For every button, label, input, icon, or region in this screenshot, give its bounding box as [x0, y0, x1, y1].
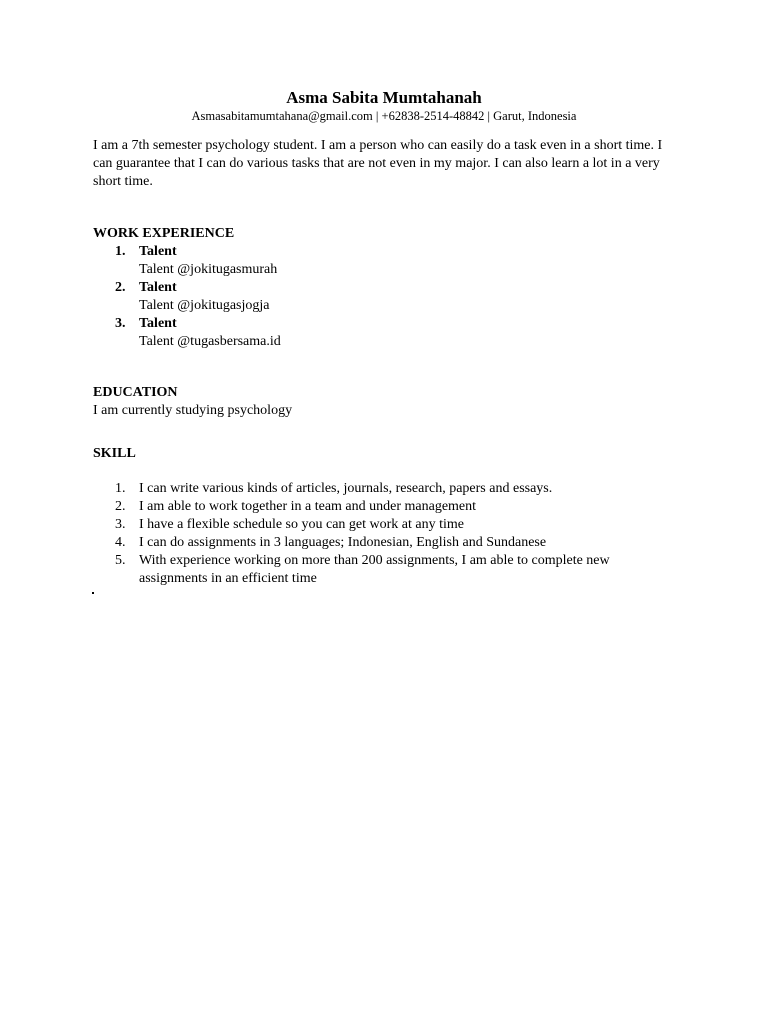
work-item-number: 1. [115, 244, 126, 259]
skill-item-number: 2. [115, 499, 126, 514]
skill-item-number: 5. [115, 553, 126, 568]
skill-item [93, 498, 653, 516]
skill-item [93, 552, 653, 588]
skill-item-text: I have a flexible schedule so you can get work at any time [139, 517, 464, 532]
work-item-title: Talent [139, 280, 177, 295]
skill-heading: SKILL [93, 446, 136, 461]
work-item-detail: Talent @tugasbersama.id [139, 334, 281, 349]
work-item-title: Talent [139, 316, 177, 331]
work-item [93, 243, 281, 279]
skill-item-text: I can write various kinds of articles, journals, research, papers and essays. [139, 481, 553, 496]
work-item [93, 315, 281, 351]
skill-item-text: With experience working on more than 200 assignments, I am able to complete new assignments in an efficient time [139, 553, 610, 586]
work-item-detail: Talent @jokitugasjogja [139, 298, 270, 313]
skill-item-number: 1. [115, 481, 126, 496]
work-item-title: Talent [139, 244, 177, 259]
skill-item-number: 4. [115, 535, 126, 550]
education-text: I am currently studying psychology [93, 403, 293, 418]
skill-list [93, 480, 653, 588]
work-item-number: 2. [115, 280, 126, 295]
candidate-name: Asma Sabita Mumtahanah [286, 88, 482, 107]
contact-line: Asmasabitamumtahana@gmail.com | +62838-2514-48842 | Garut, Indonesia [191, 109, 577, 123]
work-item [93, 279, 281, 315]
skill-item-text: I can do assignments in 3 languages; Indonesian, English and Sundanese [139, 535, 547, 550]
skill-item [93, 534, 653, 552]
summary-paragraph: I am a 7th semester psychology student. I am a person who can easily do a task even in a short time. I can guarantee that I can do various tasks that are not even in my major. I can also learn a lot in a very short time. [93, 138, 663, 189]
work-item-detail: Talent @jokitugasmurah [139, 262, 278, 277]
education-heading: EDUCATION [93, 385, 178, 400]
work-experience-list [93, 243, 281, 351]
work-item-number: 3. [115, 316, 126, 331]
skill-item [93, 516, 653, 534]
work-experience-heading: WORK EXPERIENCE [93, 226, 235, 241]
skill-item-number: 3. [115, 517, 126, 532]
skill-item [93, 480, 653, 498]
stray-dot [92, 592, 94, 594]
skill-item-text: I am able to work together in a team and under management [139, 499, 477, 514]
